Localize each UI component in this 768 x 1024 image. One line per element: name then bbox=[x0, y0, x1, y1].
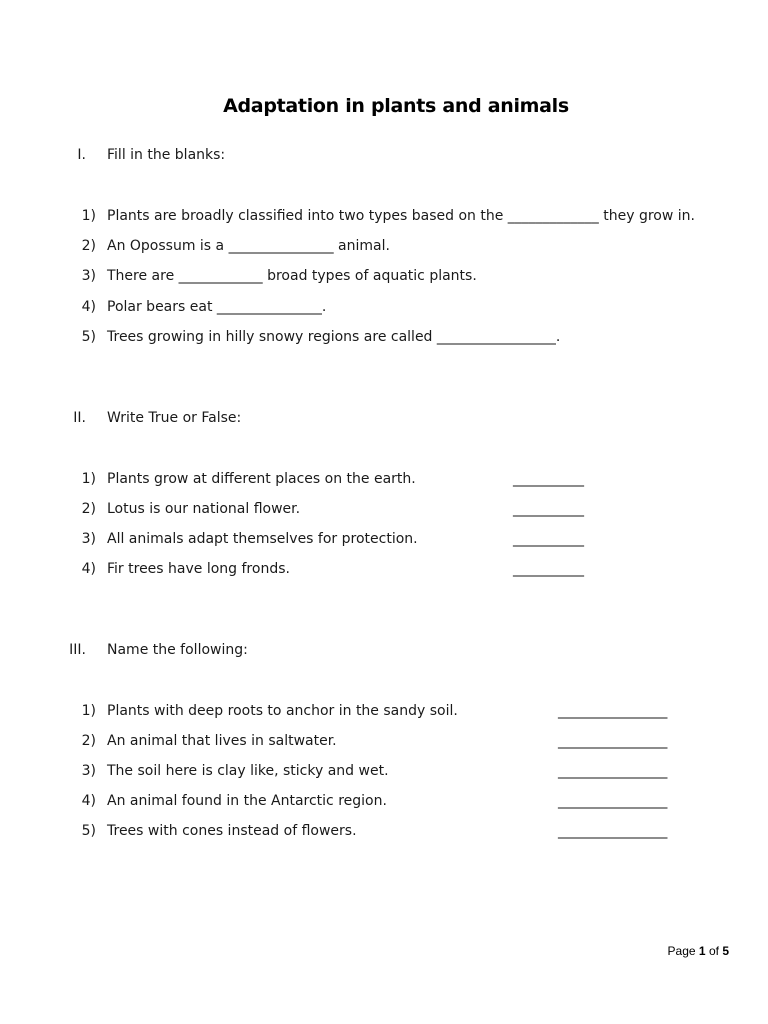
section-numeral: I. bbox=[77, 147, 86, 163]
item-number: 2) bbox=[81, 733, 96, 749]
list-item bbox=[0, 793, 768, 813]
answer-blank[interactable]: ___________ bbox=[513, 471, 584, 487]
list-item bbox=[0, 238, 768, 258]
section-numeral: II. bbox=[73, 410, 86, 426]
item-text: Lotus is our national flower. bbox=[107, 501, 301, 517]
total-pages: 5 bbox=[722, 944, 729, 958]
answer-blank[interactable]: _________________ bbox=[558, 793, 667, 809]
item-number: 4) bbox=[81, 561, 96, 577]
item-text: An Opossum is a _______________ animal. bbox=[107, 238, 390, 254]
list-item bbox=[0, 501, 768, 521]
item-number: 3) bbox=[81, 268, 96, 284]
page-number bbox=[600, 944, 729, 958]
item-number: 2) bbox=[81, 238, 96, 254]
item-number: 5) bbox=[81, 329, 96, 345]
list-item bbox=[0, 531, 768, 551]
item-text: Fir trees have long fronds. bbox=[107, 561, 290, 577]
list-item bbox=[0, 268, 768, 288]
item-text: An animal found in the Antarctic region. bbox=[107, 793, 387, 809]
item-text: Plants with deep roots to anchor in the sandy soil. bbox=[107, 703, 458, 719]
answer-blank[interactable]: ___________ bbox=[513, 531, 584, 547]
list-item bbox=[0, 733, 768, 753]
answer-blank[interactable]: _________________ bbox=[558, 733, 667, 749]
of-word: of bbox=[708, 944, 719, 958]
item-number: 1) bbox=[81, 703, 96, 719]
answer-blank[interactable]: ___________ bbox=[513, 561, 584, 577]
item-number: 3) bbox=[81, 763, 96, 779]
item-text: Polar bears eat _______________. bbox=[107, 299, 327, 315]
item-number: 1) bbox=[81, 471, 96, 487]
item-number: 4) bbox=[81, 299, 96, 315]
section-numeral: III. bbox=[69, 642, 86, 658]
section-label: Fill in the blanks: bbox=[107, 147, 226, 163]
list-item bbox=[0, 561, 768, 581]
answer-blank[interactable]: _________________ bbox=[558, 763, 667, 779]
list-item bbox=[0, 471, 768, 491]
section-label: Write True or False: bbox=[107, 410, 242, 426]
list-item bbox=[0, 299, 768, 319]
item-number: 4) bbox=[81, 793, 96, 809]
list-item bbox=[0, 703, 768, 723]
item-number: 2) bbox=[81, 501, 96, 517]
item-text: There are ____________ broad types of aquatic plants. bbox=[107, 268, 477, 284]
answer-blank[interactable]: _________________ bbox=[558, 823, 667, 839]
answer-blank[interactable]: _________________ bbox=[558, 703, 667, 719]
answer-blank[interactable]: ___________ bbox=[513, 501, 584, 517]
page-word: Page bbox=[667, 944, 696, 958]
list-item bbox=[0, 329, 768, 349]
item-number: 5) bbox=[81, 823, 96, 839]
item-number: 3) bbox=[81, 531, 96, 547]
item-text: Trees growing in hilly snowy regions are called _________________. bbox=[107, 329, 561, 345]
item-text: Plants grow at different places on the earth. bbox=[107, 471, 416, 487]
item-text: Trees with cones instead of flowers. bbox=[107, 823, 357, 839]
list-item bbox=[0, 208, 768, 228]
current-page: 1 bbox=[698, 944, 706, 958]
item-text: Plants are broadly classified into two types based on the _____________ they grow in. bbox=[107, 208, 695, 224]
item-text: The soil here is clay like, sticky and wet. bbox=[107, 763, 389, 779]
section-label: Name the following: bbox=[107, 642, 248, 658]
list-item bbox=[0, 823, 768, 843]
item-text: An animal that lives in saltwater. bbox=[107, 733, 337, 749]
item-text: All animals adapt themselves for protection. bbox=[107, 531, 418, 547]
item-number: 1) bbox=[81, 208, 96, 224]
page-title: Adaptation in plants and animals bbox=[223, 95, 569, 117]
list-item bbox=[0, 763, 768, 783]
